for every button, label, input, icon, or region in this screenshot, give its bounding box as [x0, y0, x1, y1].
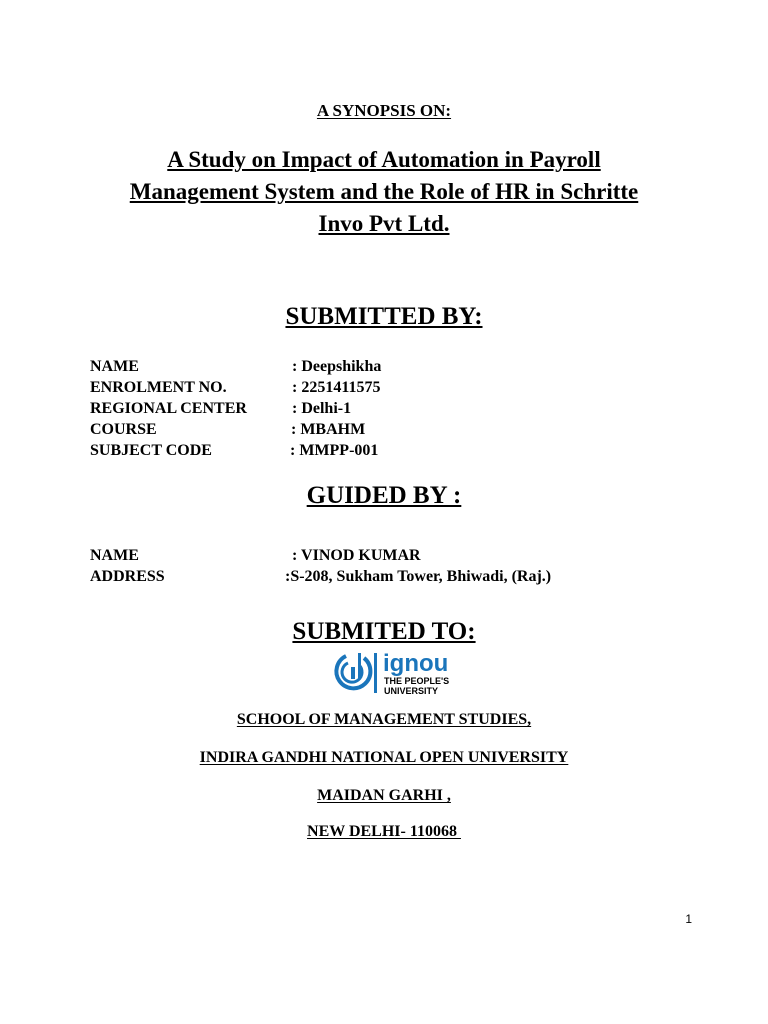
detail-row-name	[90, 356, 690, 377]
detail-row-address	[90, 566, 690, 587]
logo-tagline-2: UNIVERSITY	[384, 686, 439, 696]
detail-value: : MBAHM	[291, 421, 366, 438]
logo-tagline-1: THE PEOPLE'S	[384, 676, 450, 686]
detail-value: : MMPP-001	[290, 442, 379, 459]
ignou-logo	[328, 650, 464, 696]
synopsis-label: A SYNOPSIS ON:	[316, 101, 452, 120]
detail-value: : 2251411575	[292, 379, 381, 396]
detail-value: : VINOD KUMAR	[292, 547, 421, 564]
detail-value: : Delhi-1	[292, 400, 352, 417]
guided-by-details	[90, 545, 690, 587]
guided-by-heading: GUIDED BY :	[306, 482, 462, 509]
locality: MAIDAN GARHI ,	[317, 787, 451, 804]
submitted-by-details	[90, 356, 690, 461]
school-name: SCHOOL OF MANAGEMENT STUDIES,	[236, 711, 532, 728]
detail-row-course	[90, 419, 690, 440]
detail-label: NAME	[90, 547, 139, 564]
title-line-2: Management System and the Role of HR in Schritte	[129, 179, 639, 204]
detail-row-regional-center	[90, 398, 690, 419]
document-title	[0, 144, 768, 240]
title-line-3: Invo Pvt Ltd.	[318, 211, 450, 236]
detail-label: NAME	[90, 358, 139, 375]
detail-row-guide-name	[90, 545, 690, 566]
university-name: INDIRA GANDHI NATIONAL OPEN UNIVERSITY	[199, 749, 569, 766]
detail-label: ENROLMENT NO.	[90, 379, 227, 396]
detail-value: :S-208, Sukham Tower, Bhiwadi, (Raj.)	[285, 568, 552, 585]
ignou-emblem-icon	[336, 653, 377, 693]
city-pincode: NEW DELHI- 110068	[307, 823, 461, 840]
logo-wordmark: ignou	[383, 650, 449, 677]
detail-row-subject-code	[90, 440, 690, 461]
detail-row-enrolment	[90, 377, 690, 398]
detail-label: REGIONAL CENTER	[90, 400, 247, 417]
detail-label: COURSE	[90, 421, 157, 438]
submitted-by-heading: SUBMITTED BY:	[285, 303, 483, 330]
title-line-1: A Study on Impact of Automation in Payroll	[167, 147, 601, 172]
detail-label: SUBJECT CODE	[90, 442, 212, 459]
detail-label: ADDRESS	[90, 568, 165, 585]
detail-value: : Deepshikha	[292, 358, 382, 375]
page-number: 1	[685, 912, 692, 926]
submitted-to-heading: SUBMITED TO:	[292, 618, 476, 645]
